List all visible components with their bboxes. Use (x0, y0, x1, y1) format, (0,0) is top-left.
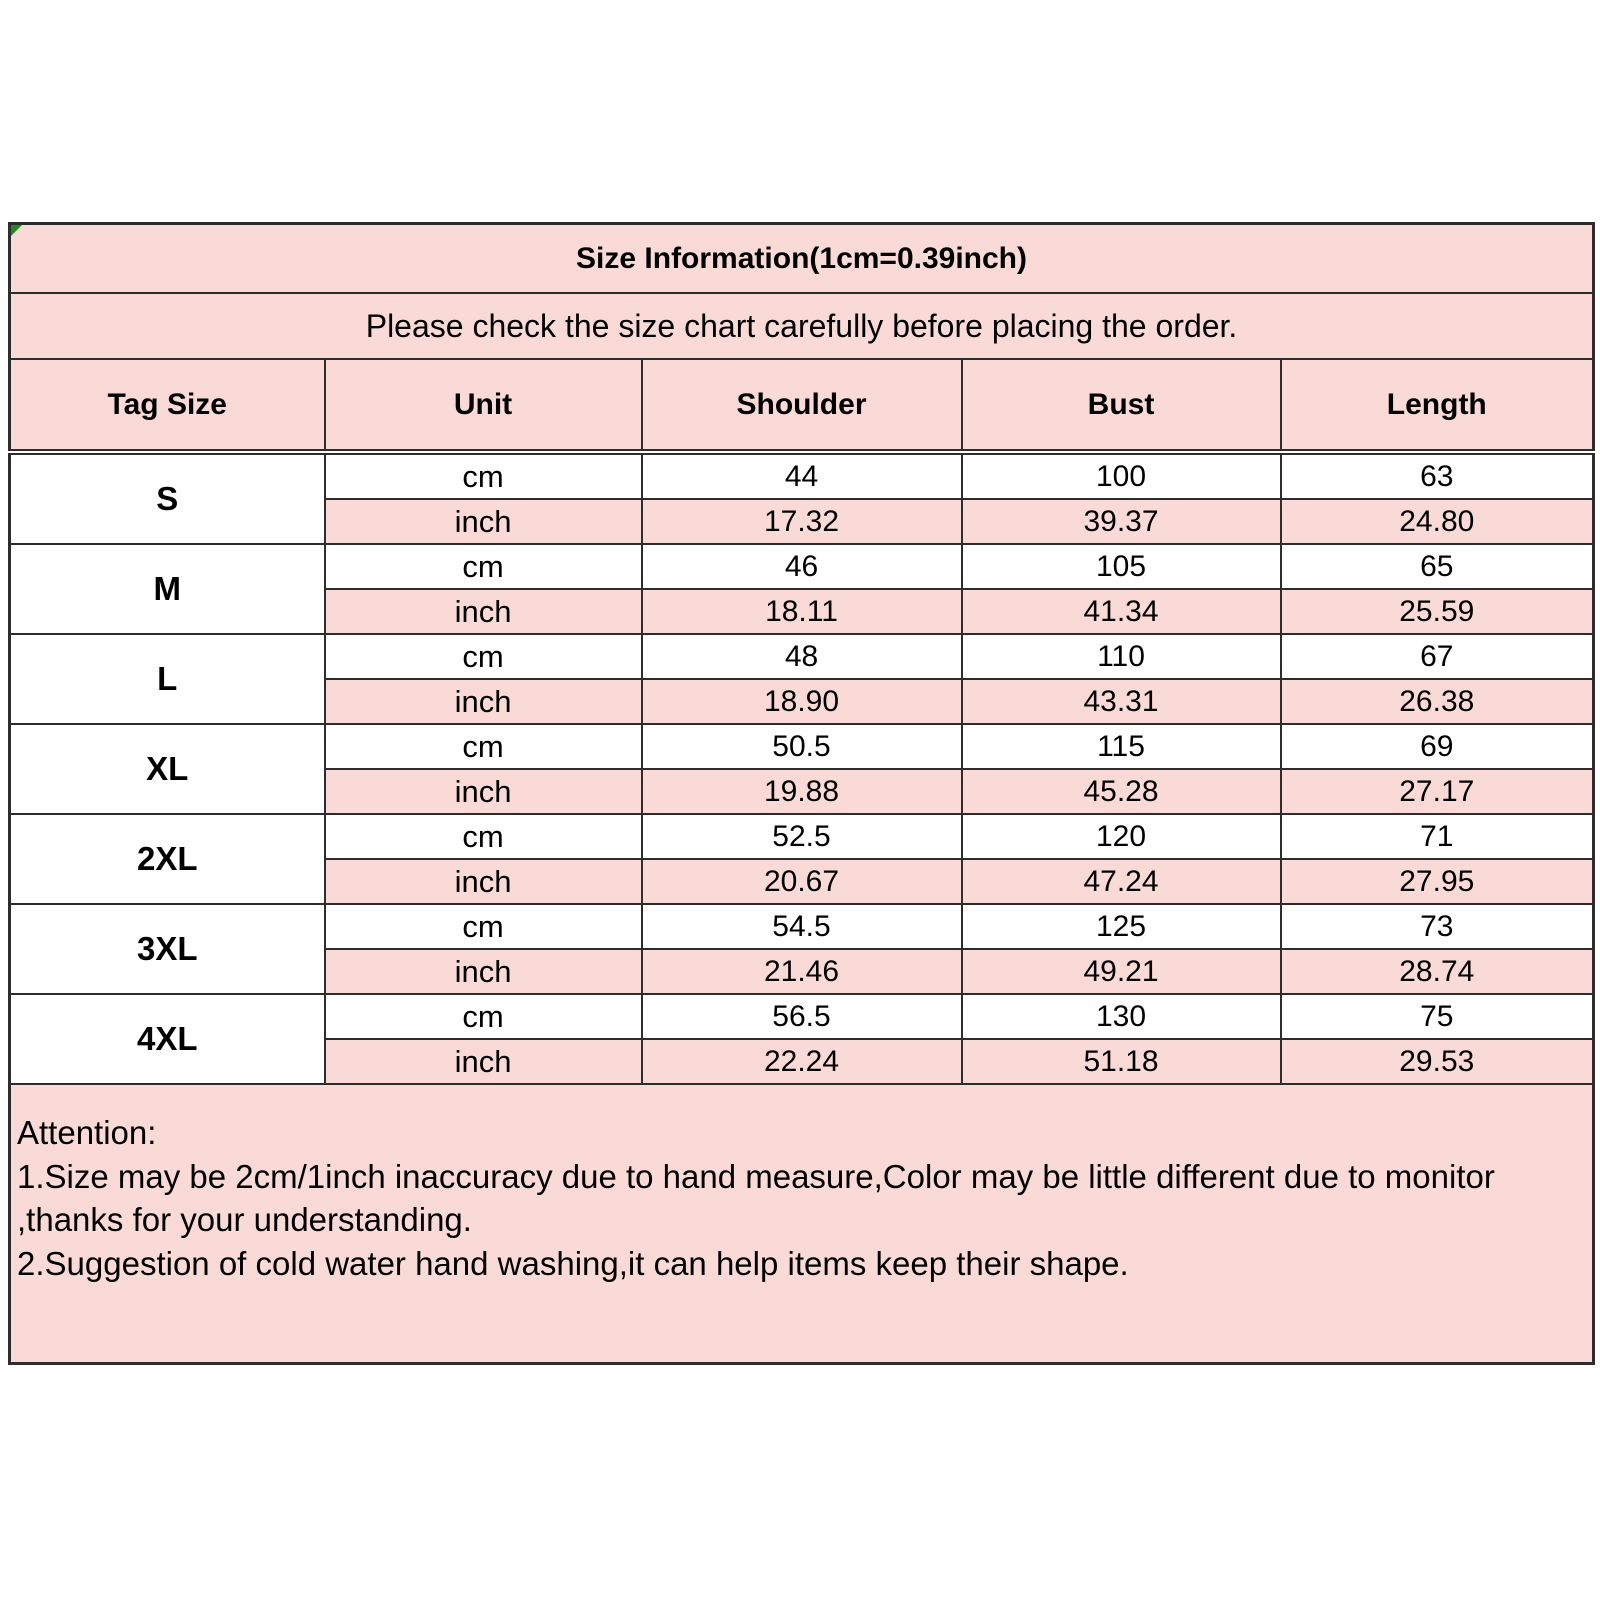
column-header-row (10, 359, 1594, 452)
length-cm-value: 75 (1281, 994, 1594, 1039)
shoulder-inch-value: 19.88 (642, 769, 962, 814)
table-row-xl-cm (10, 724, 1594, 769)
unit-label-inch: inch (325, 769, 642, 814)
unit-label-cm: cm (325, 724, 642, 769)
size-chart-table (8, 222, 1595, 1365)
shoulder-cm-value: 48 (642, 634, 962, 679)
unit-label-cm: cm (325, 814, 642, 859)
shoulder-inch-value: 22.24 (642, 1039, 962, 1084)
shoulder-inch-value: 18.11 (642, 589, 962, 634)
shoulder-cm-value: 44 (642, 452, 962, 499)
attention-note (10, 1084, 1594, 1364)
length-inch-value: 26.38 (1281, 679, 1594, 724)
table-row-l-cm (10, 634, 1594, 679)
attention-row (10, 1084, 1594, 1364)
unit-label-inch: inch (325, 1039, 642, 1084)
column-header-length: Length (1281, 359, 1594, 452)
shoulder-inch-value: 17.32 (642, 499, 962, 544)
bust-inch-value: 39.37 (962, 499, 1281, 544)
bust-cm-value: 115 (962, 724, 1281, 769)
tag-size-4xl: 4XL (10, 994, 325, 1084)
shoulder-cm-value: 50.5 (642, 724, 962, 769)
table-subtitle: Please check the size chart carefully before placing the order. (10, 293, 1594, 359)
unit-label-inch: inch (325, 679, 642, 724)
bust-cm-value: 100 (962, 452, 1281, 499)
subtitle-row (10, 293, 1594, 359)
attention-heading: Attention: (17, 1114, 157, 1151)
bust-cm-value: 130 (962, 994, 1281, 1039)
bust-cm-value: 125 (962, 904, 1281, 949)
length-cm-value: 63 (1281, 452, 1594, 499)
column-header-shoulder: Shoulder (642, 359, 962, 452)
unit-label-cm: cm (325, 904, 642, 949)
unit-label-cm: cm (325, 452, 642, 499)
length-cm-value: 65 (1281, 544, 1594, 589)
unit-label-cm: cm (325, 634, 642, 679)
length-inch-value: 25.59 (1281, 589, 1594, 634)
tag-size-l: L (10, 634, 325, 724)
shoulder-inch-value: 20.67 (642, 859, 962, 904)
shoulder-cm-value: 52.5 (642, 814, 962, 859)
length-inch-value: 24.80 (1281, 499, 1594, 544)
bust-inch-value: 43.31 (962, 679, 1281, 724)
unit-label-inch: inch (325, 949, 642, 994)
length-cm-value: 67 (1281, 634, 1594, 679)
tag-size-2xl: 2XL (10, 814, 325, 904)
bust-cm-value: 105 (962, 544, 1281, 589)
unit-label-inch: inch (325, 859, 642, 904)
table-row-2xl-cm (10, 814, 1594, 859)
table-row-3xl-cm (10, 904, 1594, 949)
table-row-4xl-cm (10, 994, 1594, 1039)
tag-size-m: M (10, 544, 325, 634)
bust-inch-value: 41.34 (962, 589, 1281, 634)
length-cm-value: 69 (1281, 724, 1594, 769)
tag-size-3xl: 3XL (10, 904, 325, 994)
shoulder-inch-value: 18.90 (642, 679, 962, 724)
bust-inch-value: 45.28 (962, 769, 1281, 814)
excel-corner-marker-icon (11, 225, 22, 236)
bust-inch-value: 49.21 (962, 949, 1281, 994)
tag-size-xl: XL (10, 724, 325, 814)
title-row (10, 224, 1594, 294)
shoulder-cm-value: 46 (642, 544, 962, 589)
length-inch-value: 28.74 (1281, 949, 1594, 994)
attention-line-1: 1.Size may be 2cm/1inch inaccuracy due to hand measure,Color may be little different due to monitor (17, 1157, 1495, 1195)
shoulder-inch-value: 21.46 (642, 949, 962, 994)
bust-cm-value: 120 (962, 814, 1281, 859)
bust-inch-value: 47.24 (962, 859, 1281, 904)
unit-label-inch: inch (325, 589, 642, 634)
length-inch-value: 27.17 (1281, 769, 1594, 814)
attention-line-2: ,thanks for your understanding. (17, 1201, 472, 1238)
unit-label-inch: inch (325, 499, 642, 544)
table-row-s-cm (10, 452, 1594, 499)
table-title: Size Information(1cm=0.39inch) (10, 224, 1594, 294)
length-inch-value: 27.95 (1281, 859, 1594, 904)
table-row-m-cm (10, 544, 1594, 589)
tag-size-s: S (10, 452, 325, 544)
size-chart-sheet (8, 222, 1592, 1365)
length-inch-value: 29.53 (1281, 1039, 1594, 1084)
unit-label-cm: cm (325, 544, 642, 589)
shoulder-cm-value: 56.5 (642, 994, 962, 1039)
unit-label-cm: cm (325, 994, 642, 1039)
column-header-tag-size: Tag Size (10, 359, 325, 452)
column-header-unit: Unit (325, 359, 642, 452)
bust-inch-value: 51.18 (962, 1039, 1281, 1084)
length-cm-value: 71 (1281, 814, 1594, 859)
length-cm-value: 73 (1281, 904, 1594, 949)
bust-cm-value: 110 (962, 634, 1281, 679)
column-header-bust: Bust (962, 359, 1281, 452)
shoulder-cm-value: 54.5 (642, 904, 962, 949)
attention-line-3: 2.Suggestion of cold water hand washing,it can help items keep their shape. (17, 1244, 1129, 1282)
